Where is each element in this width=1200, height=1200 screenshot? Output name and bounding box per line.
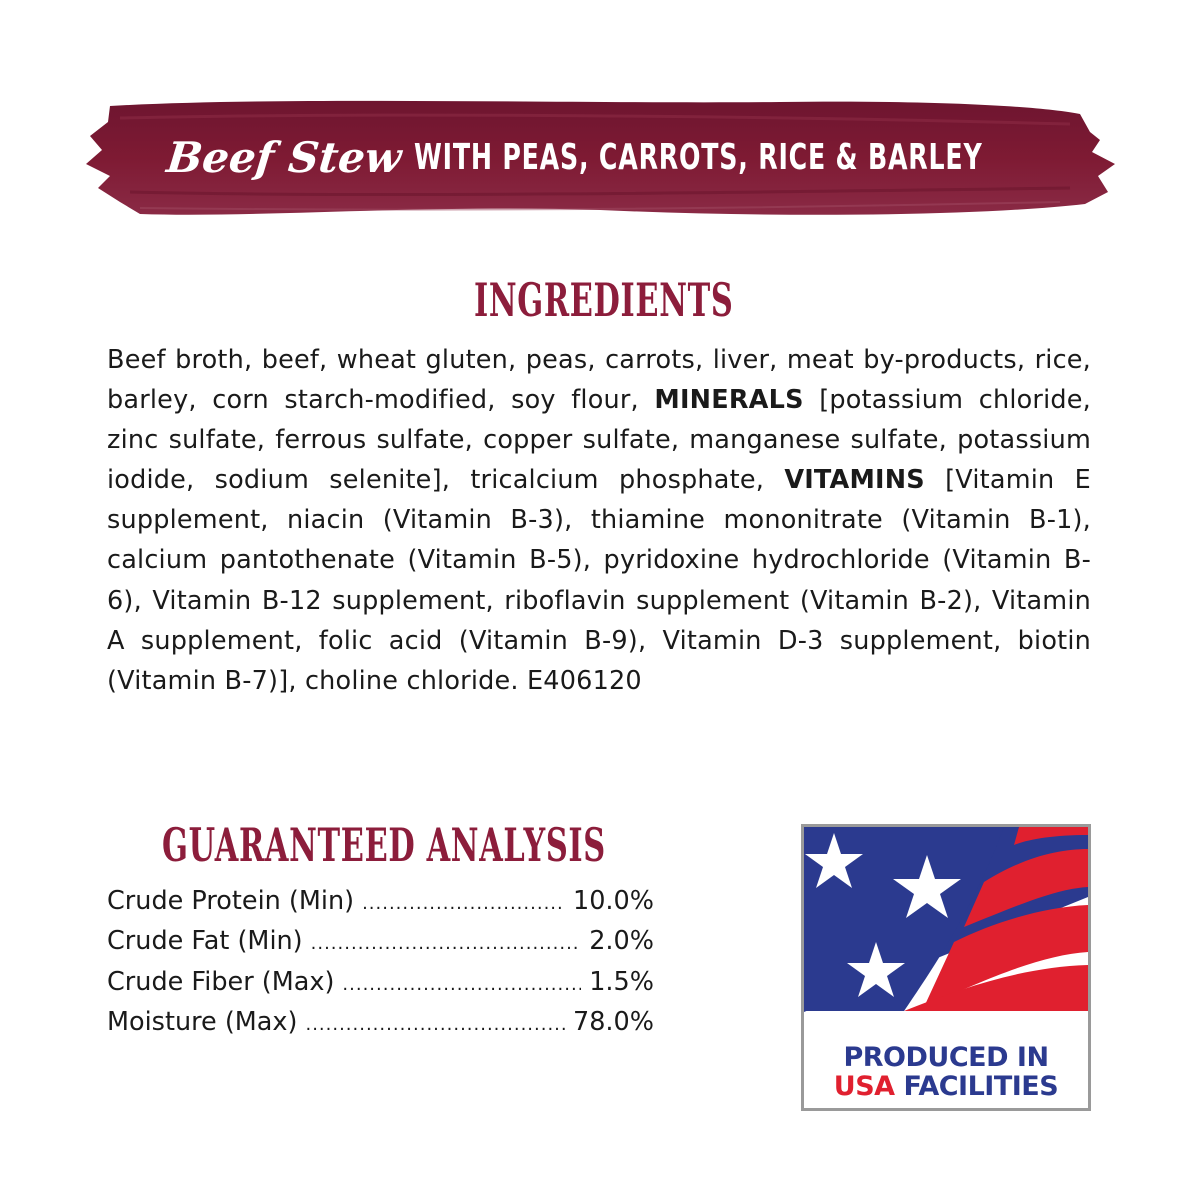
vitamins-label: VITAMINS bbox=[784, 465, 925, 496]
dot-leader bbox=[342, 974, 581, 995]
ingredients-text-part3: [Vitamin E supplement, niacin (Vitamin B-3), thiamine mononitrate (Vitamin B-1), calcium pantothenate (Vitamin B-5), pyridoxine hydrochloride (Vitamin B-6), Vitamin B-12 supplement, riboflavin supplement (Vitamin B-2), Vitamin A supplement, folic acid (Vitamin B-9), Vitamin D-3 supplement, biotin (Vitamin B-7)], choline chloride. E406120 bbox=[107, 465, 1091, 696]
title-banner bbox=[80, 92, 1120, 222]
analysis-heading: GUARANTEED ANALYSIS bbox=[162, 818, 606, 872]
product-subtitle: WITH PEAS, CARROTS, RICE & BARLEY bbox=[413, 136, 983, 178]
analysis-row bbox=[107, 886, 654, 926]
analysis-row bbox=[107, 1007, 654, 1047]
analysis-row bbox=[107, 967, 654, 1007]
analysis-row bbox=[107, 926, 654, 966]
analysis-table bbox=[107, 886, 654, 1047]
ingredients-text-part1: Beef broth, beef, wheat gluten, peas, carrots, liver, meat by-products, rice, barley, corn starch-modified, soy flour, bbox=[107, 345, 1091, 416]
analysis-value: 78.0% bbox=[572, 1006, 654, 1037]
analysis-value: 1.5% bbox=[589, 966, 654, 997]
analysis-label: Crude Fiber (Max) bbox=[107, 966, 335, 997]
analysis-label: Moisture (Max) bbox=[107, 1006, 298, 1037]
badge-caption bbox=[804, 1043, 1088, 1101]
dot-leader bbox=[311, 933, 582, 954]
minerals-label: MINERALS bbox=[654, 385, 804, 416]
analysis-value: 10.0% bbox=[572, 886, 654, 916]
badge-facilities-word: FACILITIES bbox=[903, 1071, 1059, 1102]
analysis-label: Crude Protein (Min) bbox=[107, 886, 355, 916]
badge-line-usa-facilities bbox=[804, 1072, 1088, 1101]
analysis-label: Crude Fat (Min) bbox=[107, 926, 303, 957]
dot-leader bbox=[305, 1014, 565, 1035]
ingredients-heading: INGREDIENTS bbox=[474, 273, 734, 327]
ingredients-text-part2: [potassium chloride, zinc sulfate, ferrous sulfate, copper sulfate, manganese sulfate, potassium iodide, sodium selenite], tricalcium phosphate, bbox=[107, 385, 1091, 496]
product-name: Beef Stew bbox=[164, 132, 405, 182]
ingredients-list bbox=[107, 340, 1091, 701]
badge-usa-word: USA bbox=[833, 1071, 895, 1102]
analysis-value: 2.0% bbox=[589, 926, 654, 957]
usa-facilities-badge bbox=[801, 824, 1091, 1111]
dot-leader bbox=[362, 893, 565, 914]
badge-line-produced-in: PRODUCED IN bbox=[843, 1042, 1049, 1073]
